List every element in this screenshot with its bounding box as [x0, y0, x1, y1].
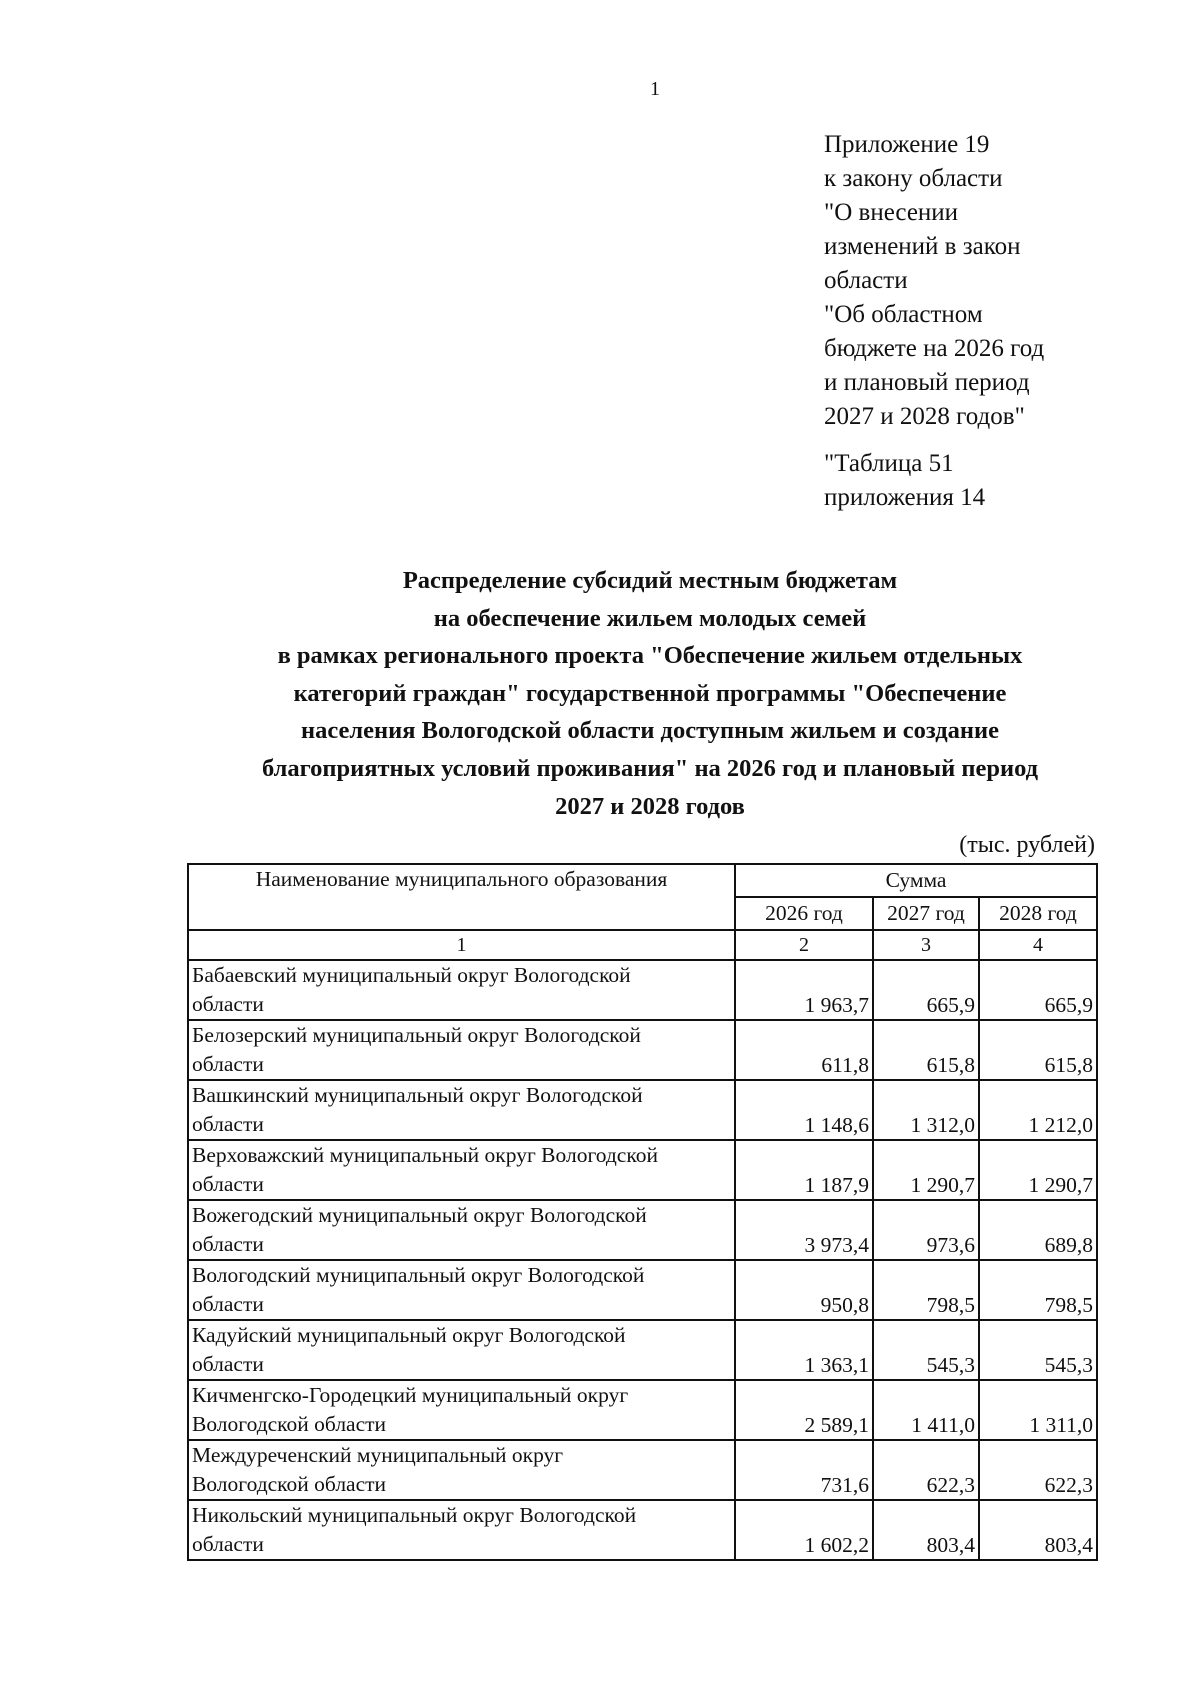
- header-sum: Сумма: [735, 864, 1097, 897]
- table-row: [188, 1020, 1097, 1080]
- amount-2026-cell: 1 363,1: [735, 1320, 873, 1380]
- municipality-name-cell: [188, 1440, 735, 1500]
- amount-2026-cell: 731,6: [735, 1440, 873, 1500]
- municipality-name-cell: [188, 1500, 735, 1560]
- municipality-name-cell: [188, 1200, 735, 1260]
- table-reference-line: приложения 14: [824, 484, 986, 511]
- municipality-name-line: Вологодской области: [192, 1412, 387, 1436]
- amount-2026-cell: 950,8: [735, 1260, 873, 1320]
- amount-2028-cell: 615,8: [979, 1020, 1097, 1080]
- amount-2026-cell: 1 963,7: [735, 960, 873, 1020]
- amount-2027-cell: 1 411,0: [873, 1380, 979, 1440]
- column-number: 1: [188, 930, 735, 960]
- municipality-name-line: Вологодский муниципальный округ Вологодской: [192, 1263, 645, 1287]
- municipality-name-cell: [188, 1380, 735, 1440]
- amount-2027-cell: 545,3: [873, 1320, 979, 1380]
- amount-2028-cell: 1 311,0: [979, 1380, 1097, 1440]
- table-row: [188, 1320, 1097, 1380]
- table-row: [188, 1440, 1097, 1500]
- title-line: категорий граждан" государственной программы "Обеспечение: [293, 679, 1007, 707]
- column-number: 4: [979, 930, 1097, 960]
- amount-2027-cell: 1 312,0: [873, 1080, 979, 1140]
- units-label: (тыс. рублей): [959, 832, 1095, 858]
- amount-2028-cell: 665,9: [979, 960, 1097, 1020]
- municipality-name-line: области: [192, 1532, 264, 1556]
- title-line: благоприятных условий проживания" на 2026 год и плановый период: [261, 754, 1039, 782]
- amount-2026-cell: 1 148,6: [735, 1080, 873, 1140]
- amount-2028-cell: 803,4: [979, 1500, 1097, 1560]
- header-year-2027: 2027 год: [873, 897, 979, 930]
- amount-2026-cell: 2 589,1: [735, 1380, 873, 1440]
- appendix-line: Приложение 19: [824, 131, 990, 158]
- title-line: в рамках регионального проекта "Обеспечение жильем отдельных: [277, 642, 1023, 670]
- municipality-name-line: области: [192, 1112, 264, 1136]
- header-year-2028: 2028 год: [979, 897, 1097, 930]
- header-year-2026: 2026 год: [735, 897, 873, 930]
- appendix-line: и плановый период: [824, 369, 1030, 396]
- municipality-name-line: Вологодской области: [192, 1472, 387, 1496]
- subsidies-table: [187, 863, 1098, 1561]
- municipality-name-line: области: [192, 1292, 264, 1316]
- municipality-name-line: Междуреченский муниципальный округ: [192, 1443, 564, 1467]
- table-row: [188, 1140, 1097, 1200]
- column-number: 2: [735, 930, 873, 960]
- table-body: [188, 930, 1097, 1560]
- table-row: [188, 1380, 1097, 1440]
- amount-2027-cell: 622,3: [873, 1440, 979, 1500]
- table-reference: [824, 447, 1164, 515]
- appendix-reference: [824, 128, 1164, 515]
- amount-2026-cell: 1 602,2: [735, 1500, 873, 1560]
- title-line: 2027 и 2028 годов: [555, 792, 745, 820]
- amount-2026-cell: 3 973,4: [735, 1200, 873, 1260]
- municipality-name-line: Бабаевский муниципальный округ Вологодской: [192, 963, 631, 987]
- amount-2028-cell: 622,3: [979, 1440, 1097, 1500]
- document-title: [150, 562, 1150, 825]
- amount-2027-cell: 665,9: [873, 960, 979, 1020]
- amount-2028-cell: 689,8: [979, 1200, 1097, 1260]
- amount-2028-cell: 1 212,0: [979, 1080, 1097, 1140]
- appendix-line: "Об областном: [824, 301, 983, 328]
- municipality-name-line: области: [192, 1232, 264, 1256]
- municipality-name-line: Вашкинский муниципальный округ Вологодской: [192, 1083, 643, 1107]
- municipality-name-cell: [188, 1020, 735, 1080]
- amount-2027-cell: 1 290,7: [873, 1140, 979, 1200]
- title-line: на обеспечение жильем молодых семей: [433, 604, 867, 632]
- table-row: [188, 1260, 1097, 1320]
- municipality-name-line: области: [192, 1352, 264, 1376]
- municipality-name-line: области: [192, 992, 264, 1016]
- municipality-name-line: Кичменгско-Городецкий муниципальный округ: [192, 1383, 629, 1407]
- municipality-name-cell: [188, 1260, 735, 1320]
- appendix-line: 2027 и 2028 годов": [824, 403, 1025, 430]
- amount-2026-cell: 611,8: [735, 1020, 873, 1080]
- municipality-name-line: Белозерский муниципальный округ Вологодской: [192, 1023, 641, 1047]
- table-row: [188, 1200, 1097, 1260]
- table-reference-line: "Таблица 51: [824, 450, 954, 477]
- amount-2027-cell: 803,4: [873, 1500, 979, 1560]
- municipality-name-cell: [188, 1080, 735, 1140]
- amount-2026-cell: 1 187,9: [735, 1140, 873, 1200]
- table-row: [188, 960, 1097, 1020]
- municipality-name-cell: [188, 960, 735, 1020]
- header-row: [188, 864, 1097, 897]
- appendix-line: изменений в закон: [824, 233, 1021, 260]
- header-municipality-name: Наименование муниципального образования: [188, 864, 735, 930]
- amount-2028-cell: 545,3: [979, 1320, 1097, 1380]
- amount-2028-cell: 1 290,7: [979, 1140, 1097, 1200]
- municipality-name-cell: [188, 1320, 735, 1380]
- appendix-line: "О внесении: [824, 199, 959, 226]
- municipality-name-line: Вожегодский муниципальный округ Вологодской: [192, 1203, 647, 1227]
- column-numbers-row: [188, 930, 1097, 960]
- amount-2027-cell: 973,6: [873, 1200, 979, 1260]
- appendix-line: бюджете на 2026 год: [824, 335, 1045, 362]
- amount-2028-cell: 798,5: [979, 1260, 1097, 1320]
- municipality-name-line: области: [192, 1052, 264, 1076]
- table-row: [188, 1500, 1097, 1560]
- title-line: Распределение субсидий местным бюджетам: [402, 567, 898, 594]
- page-number: 1: [650, 78, 660, 100]
- column-number: 3: [873, 930, 979, 960]
- amount-2027-cell: 798,5: [873, 1260, 979, 1320]
- municipality-name-line: области: [192, 1172, 264, 1196]
- appendix-line: к закону области: [824, 165, 1003, 192]
- municipality-name-line: Верховажский муниципальный округ Вологодской: [192, 1143, 658, 1167]
- title-line: населения Вологодской области доступным жильем и создание: [301, 717, 999, 745]
- municipality-name-line: Кадуйский муниципальный округ Вологодской: [192, 1323, 626, 1347]
- appendix-line: области: [824, 267, 908, 294]
- municipality-name-cell: [188, 1140, 735, 1200]
- municipality-name-line: Никольский муниципальный округ Вологодской: [192, 1503, 637, 1527]
- table-row: [188, 1080, 1097, 1140]
- amount-2027-cell: 615,8: [873, 1020, 979, 1080]
